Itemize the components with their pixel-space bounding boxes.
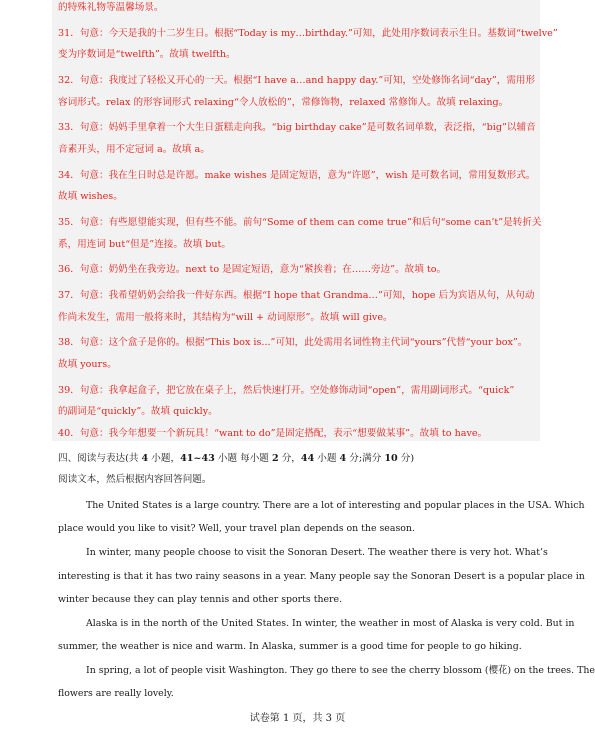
heading-number: 10 <box>384 453 398 464</box>
heading-number: 4 <box>141 453 149 464</box>
answer-34-line-1: 34．句意：我在生日时总是许愿。make wishes 是固定短语，意为“许愿”，wish 是可数名词，常用复数形式。 <box>58 170 536 181</box>
passage-line: flowers are really lovely. <box>58 688 174 699</box>
answer-40-line-1: 40．句意：我今年想要一个新玩具！“want to do”是固定搭配，表示“想要做某事”。故填 to have。 <box>58 428 488 439</box>
answer-38-line-2: 故填 yours。 <box>58 359 117 370</box>
answer-38-line-1: 38．句意：这个盒子是你的。根据“This box is...”可知，此处需用名词性物主代词“yours”代替“your box”。 <box>58 337 528 348</box>
passage-line: winter because they can play tennis and other sports there. <box>58 594 343 605</box>
heading-text: 小题， <box>148 453 181 464</box>
heading-number: 2 <box>271 453 279 464</box>
heading-number: 41~43 <box>180 453 215 464</box>
section-heading <box>58 453 414 465</box>
answer-34-line-2: 故填 wishes。 <box>58 191 123 202</box>
answer-39-line-2: 的副词是“quickly”。故填 quickly。 <box>58 406 218 417</box>
answer-39-line-1: 39．句意：我拿起盒子，把它放在桌子上，然后快速打开。空处修饰动词“open”，需用副词形式。“quick” <box>58 385 515 396</box>
passage-line: place would you like to visit? Well, your travel plan depends on the season. <box>58 523 415 534</box>
section-instruction: 阅读文本，然后根据内容回答问题。 <box>58 474 212 485</box>
passage-line: In spring, a lot of people visit Washington. They go there to see the cherry blossom (樱花) on the trees. The <box>86 665 595 676</box>
answer-36-line-1: 36．句意：奶奶坐在我旁边。next to 是固定短语，意为“紧挨着；在……旁边”。故填 to。 <box>58 264 447 275</box>
answer-32-line-1: 32．句意：我度过了轻松又开心的一天。根据“I have a…and happy day.”可知，空处修饰名词“day”，需用形 <box>58 75 536 86</box>
heading-text: 分;满分 <box>346 453 385 464</box>
passage-line: The United States is a large country. There are a lot of interesting and popular places in the USA. Which <box>86 500 585 511</box>
answer-37-line-1: 37．句意：我希望奶奶会给我一件好东西。根据“I hope that Grandma…”可知，hope 后为宾语从句，从句动 <box>58 290 535 301</box>
answer-37-line-2: 作尚未发生，需用一般将来时，其结构为“will + 动词原形”。故填 will give。 <box>58 312 393 323</box>
heading-number: 44 <box>300 453 315 464</box>
answer-31-line-1: 31．句意：今天是我的十二岁生日。根据“Today is my…birthday.”可知，此处用序数词表示生日。基数词“twelve” <box>58 28 558 39</box>
answer-line: 的特殊礼物等温馨场景。 <box>58 2 164 13</box>
answer-31-line-2: 变为序数词是“twelfth”。故填 twelfth。 <box>58 49 236 60</box>
passage-line: interesting is that it has two rainy seasons in a year. Many people say the Sonoran Desert is a popular place in <box>58 571 585 582</box>
answer-33-line-1: 33．句意：妈妈手里拿着一个大生日蛋糕走向我。“big birthday cake”是可数名词单数，表泛指，“big”以辅音 <box>58 122 536 133</box>
heading-number: 4 <box>339 453 347 464</box>
answer-explanations-block <box>52 0 558 441</box>
passage-line: In winter, many people choose to visit the Sonoran Desert. The weather there is very hot. What’s <box>86 547 548 558</box>
heading-text: 小题 <box>314 453 340 464</box>
passage-line: summer, the weather is nice and warm. In Alaska, summer is a good time for people to go hiking. <box>58 641 522 652</box>
heading-text: 四、阅读与表达(共 <box>58 453 142 464</box>
heading-text: 分) <box>397 453 415 464</box>
heading-text: 小题 每小题 <box>214 453 272 464</box>
passage-line: Alaska is in the north of the United States. In winter, the weather in most of Alaska is very cold. But in <box>86 618 575 629</box>
answer-32-line-2: 容词形式。relax 的形容词形式 relaxing“令人放松的”，常修饰物，relaxed 常修饰人。故填 relaxing。 <box>58 97 509 108</box>
heading-text: 分， <box>278 453 301 464</box>
page-footer: 试卷第 1 页，共 3 页 <box>249 713 346 724</box>
answer-35-line-2: 系，用连词 but“但是”连接。故填 but。 <box>58 239 231 250</box>
answer-35-line-1: 35．句意：有些愿望能实现，但有些不能。前句“Some of them can come true”和后句“some can’t”是转折关 <box>58 217 542 228</box>
answer-33-line-2: 音素开头，用不定冠词 a。故填 a。 <box>58 144 210 155</box>
